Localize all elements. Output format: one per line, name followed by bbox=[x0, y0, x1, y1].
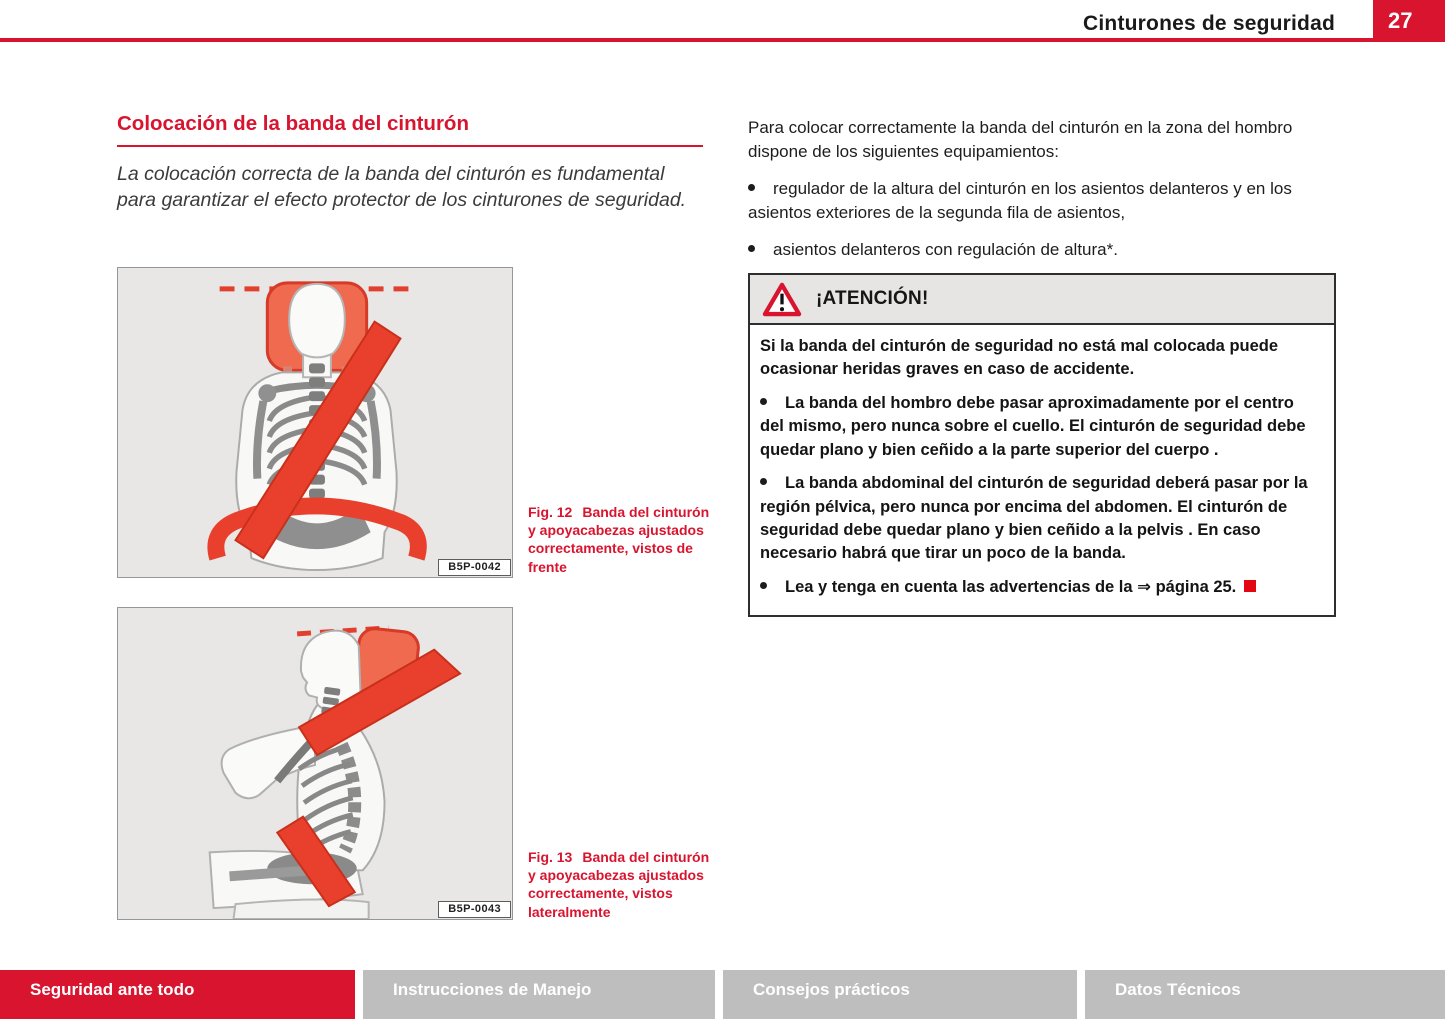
figure-number: Fig. 13 bbox=[528, 849, 573, 865]
warning-box-header bbox=[750, 275, 1334, 325]
footer-tab-consejos-practicos[interactable]: Consejos prácticos bbox=[723, 970, 1077, 1019]
equipment-bullet-list bbox=[748, 177, 1338, 274]
side-view-illustration bbox=[118, 608, 512, 919]
figure-13-caption bbox=[528, 848, 712, 921]
warning-list-item bbox=[760, 576, 1322, 599]
section-intro: La colocación correcta de la banda del cinturón es fundamental para garantizar el efecto protector de los cinturones de seguridad. bbox=[117, 163, 687, 212]
list-item bbox=[748, 177, 1338, 225]
warning-box bbox=[748, 273, 1336, 617]
front-view-illustration bbox=[118, 268, 512, 577]
bullet-dot bbox=[760, 582, 767, 589]
warning-lead: Si la banda del cinturón de seguridad no está mal colocada puede ocasionar heridas graves en caso de accidente. bbox=[760, 337, 1279, 379]
right-column-intro: Para colocar correctamente la banda del cinturón en la zona del hombro dispone de los siguientes equipamientos: bbox=[748, 118, 1293, 161]
page-number: 27 bbox=[1388, 8, 1413, 33]
figure-number: Fig. 12 bbox=[528, 504, 573, 520]
footer-tab-datos-tecnicos[interactable]: Datos Técnicos bbox=[1085, 970, 1445, 1019]
figure-caption-text: Banda del cinturón y apoyacabezas ajustados correctamente, vistos de frente bbox=[528, 504, 710, 575]
list-item-text: regulador de la altura del cinturón en los asientos delanteros y en los asientos exteriores de la segunda fila de asientos, bbox=[748, 179, 1292, 222]
footer-tab-instrucciones-de-manejo[interactable]: Instrucciones de Manejo bbox=[363, 970, 715, 1019]
page-header-title: Cinturones de seguridad bbox=[1083, 12, 1335, 35]
figure-id-plate: B5P-0042 bbox=[438, 559, 511, 576]
section-end-marker bbox=[1244, 580, 1256, 592]
bullet-dot bbox=[748, 245, 755, 252]
section-title: Colocación de la banda del cinturón bbox=[117, 112, 703, 147]
figure-12-image bbox=[117, 267, 513, 578]
warning-title: ¡ATENCIÓN! bbox=[816, 288, 929, 309]
warning-item-text: Lea y tenga en cuenta las advertencias de la ⇒ página 25. bbox=[785, 577, 1237, 596]
warning-item-text: La banda del hombro debe pasar aproximadamente por el centro del mismo, pero nunca sobre el cuello. El cinturón de seguridad debe quedar plano y bien ceñido a la parte superior del cuerpo . bbox=[760, 393, 1306, 459]
header-rule bbox=[0, 38, 1445, 42]
warning-list-item bbox=[760, 392, 1322, 462]
warning-box-body bbox=[750, 325, 1334, 615]
list-item-text: asientos delanteros con regulación de altura*. bbox=[773, 239, 1118, 259]
bullet-dot bbox=[760, 398, 767, 405]
warning-list-item bbox=[760, 472, 1322, 566]
footer-tab-bar bbox=[0, 970, 1445, 1019]
figure-id-plate: B5P-0043 bbox=[438, 901, 511, 918]
bullet-dot bbox=[748, 184, 755, 191]
page-number-badge bbox=[1373, 0, 1445, 42]
figure-caption-text: Banda del cinturón y apoyacabezas ajustados correctamente, vistos lateralmente bbox=[528, 849, 710, 920]
warning-triangle-icon bbox=[762, 282, 802, 317]
list-item bbox=[748, 238, 1338, 262]
footer-tab-seguridad-ante-todo[interactable]: Seguridad ante todo bbox=[0, 970, 355, 1019]
warning-item-text: La banda abdominal del cinturón de seguridad deberá pasar por la región pélvica, pero nunca por encima del abdomen. El cinturón de seguridad debe quedar plano y bien ceñido a la pelvis . En caso necesario habrá que tirar un poco de la banda. bbox=[760, 474, 1308, 563]
figure-12-caption bbox=[528, 503, 712, 576]
bullet-dot bbox=[760, 478, 767, 485]
figure-13-image bbox=[117, 607, 513, 920]
